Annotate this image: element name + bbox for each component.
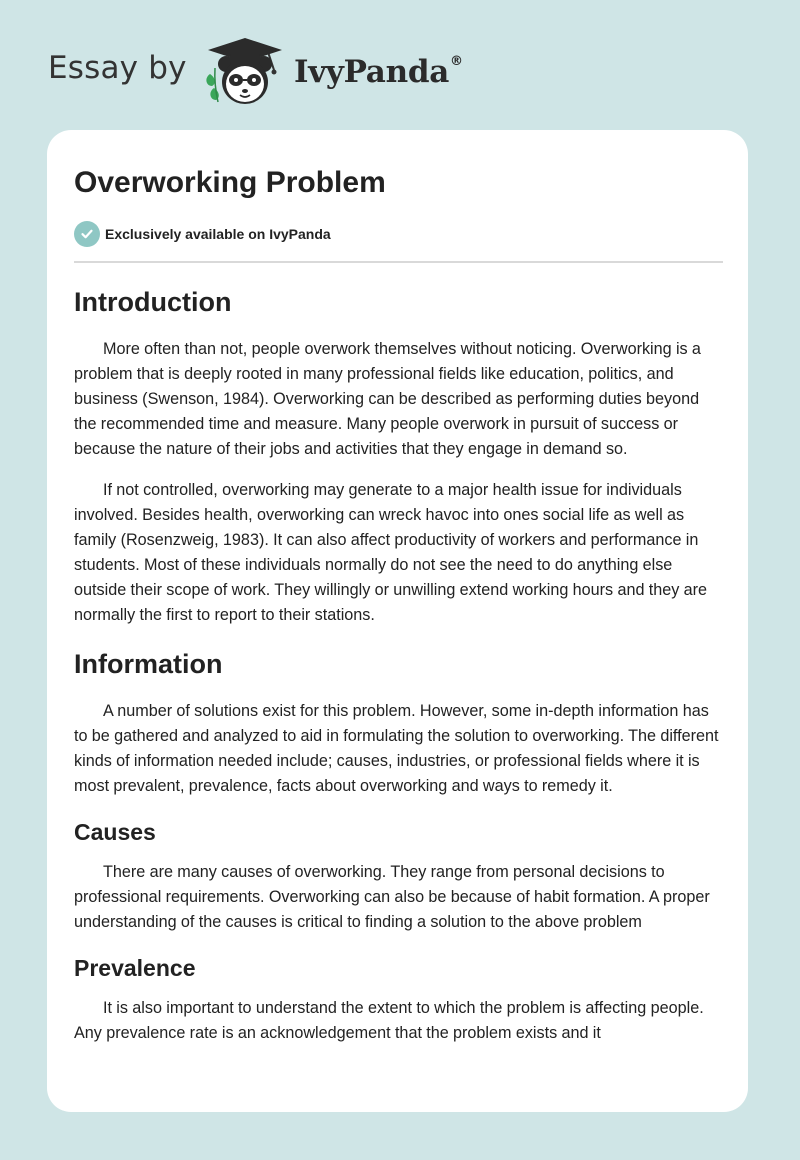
checkmark-icon (74, 221, 100, 247)
section-heading-information: Information (74, 649, 223, 679)
site-header (0, 0, 800, 130)
essay-content (74, 282, 723, 1062)
brand-name[interactable] (294, 54, 463, 90)
subsection-heading-causes: Causes (74, 819, 156, 845)
panda-graduate-logo-icon[interactable] (202, 34, 288, 110)
paragraph: If not controlled, overworking may generate to a major health issue for individuals involved. Besides health, overworking can wreck havoc into ones social life as well as family (Rosenzweig, 1983). It can also affect productivity of workers and performance in students. Most of these individuals normally do not see the need to do anything else outside their scope of work. They willingly or unwilling extend working hours and they are normally the first to report to their stations. (74, 481, 708, 624)
exclusive-badge (74, 221, 331, 247)
brand-text: IvyPanda (294, 54, 449, 90)
paragraph: A number of solutions exist for this problem. However, some in-depth information has to be gathered and analyzed to aid in formulating the solution to overworking. The different kinds of information needed include; causes, industries, or professional fields where it is most prevalent, prevalence, facts about overworking and ways to remedy it. (74, 702, 719, 795)
page-title: Overworking Problem (74, 166, 386, 199)
badge-text: Exclusively available on IvyPanda (105, 226, 331, 242)
paragraph: There are many causes of overworking. They range from personal decisions to professional requirements. Overworking can also be because of habit formation. A proper understanding of the causes is critical to finding a solution to the above problem (74, 863, 710, 931)
essay-by-label: Essay by (48, 50, 187, 86)
divider (74, 261, 723, 263)
essay-card (47, 130, 748, 1112)
subsection-heading-prevalence: Prevalence (74, 955, 196, 981)
registered-mark: ® (450, 53, 463, 69)
section-heading-introduction: Introduction (74, 287, 232, 317)
paragraph: More often than not, people overwork themselves without noticing. Overworking is a problem that is deeply rooted in many professional fields like education, politics, and business (Swenson, 1984). Overworking can be described as performing duties beyond the recommended time and measure. Many people overwork in pursuit of success or because the nature of their jobs and activities that they engage in demand so. (74, 340, 701, 458)
paragraph: It is also important to understand the extent to which the problem is affecting people. Any prevalence rate is an acknowledgement that the problem exists and it (74, 999, 704, 1042)
